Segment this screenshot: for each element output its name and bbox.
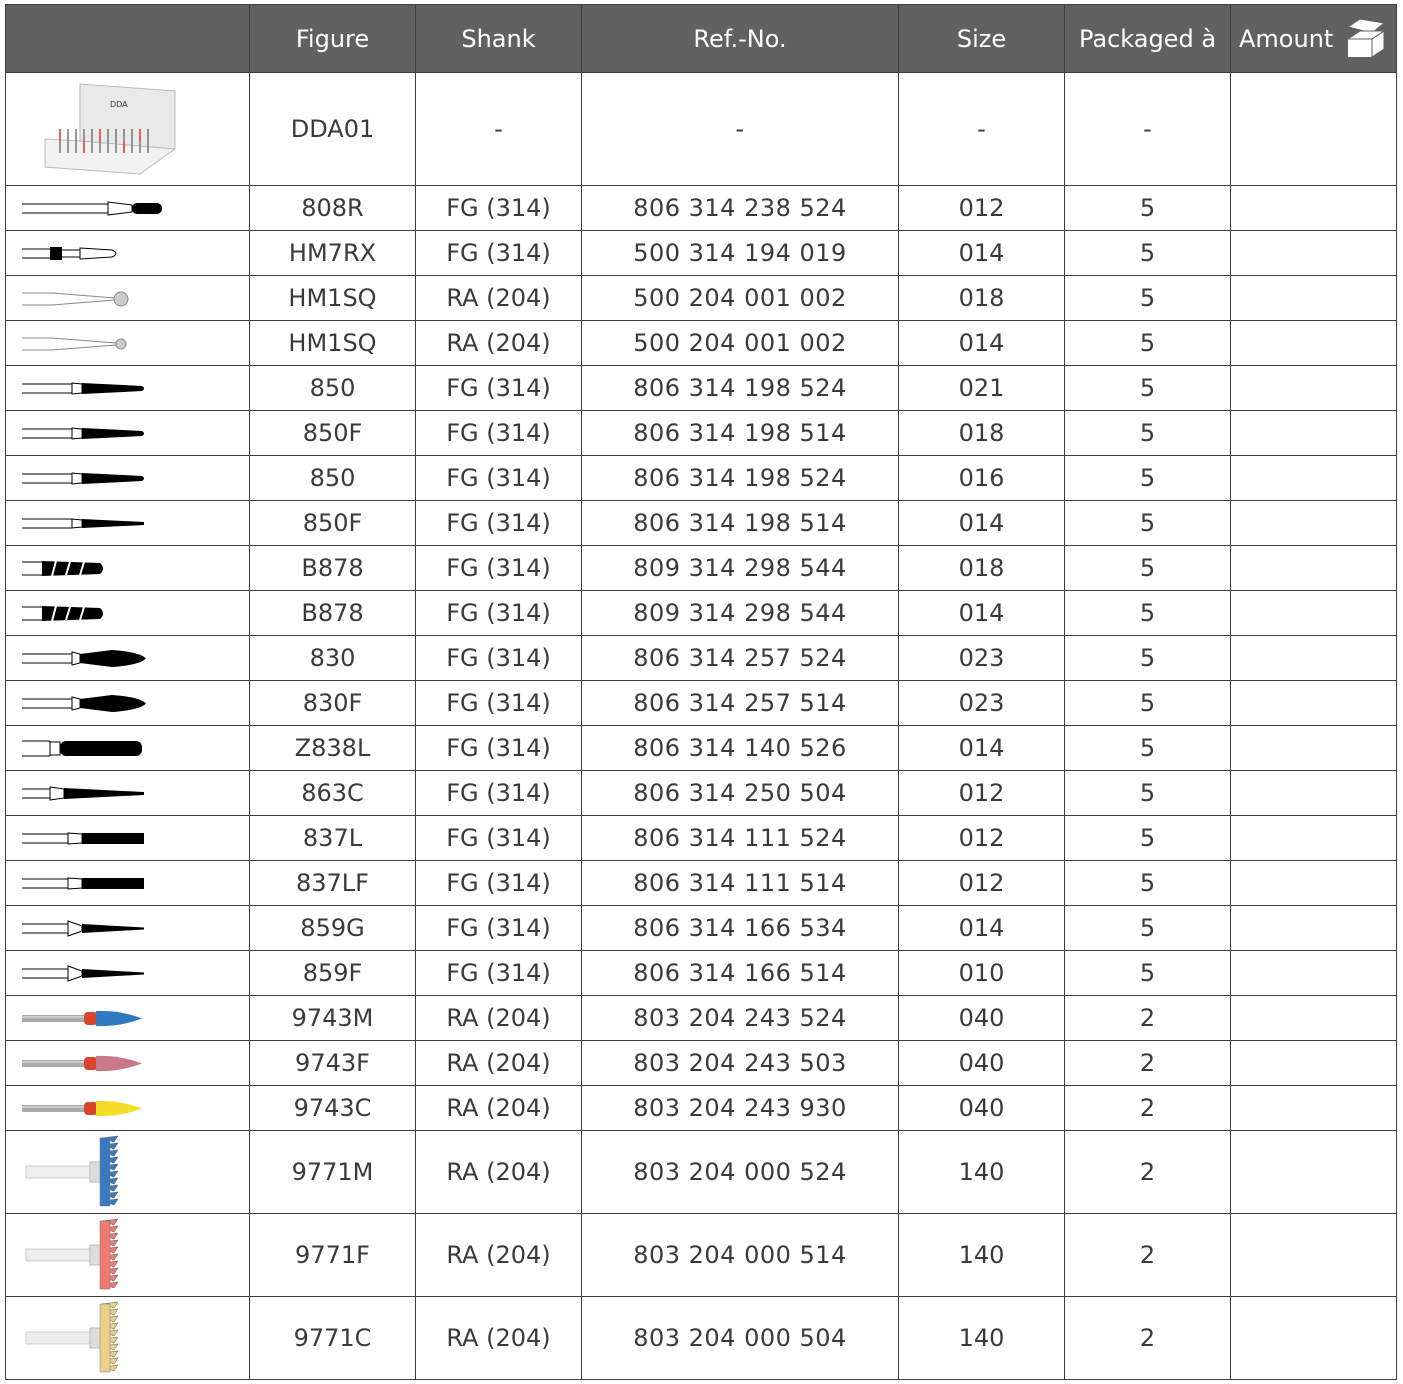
product-image-cell <box>6 726 250 771</box>
size-cell: 014 <box>899 231 1065 276</box>
bur-taper-thin-image <box>20 511 166 536</box>
ref-no-cell: 806 314 111 514 <box>582 861 899 906</box>
bur-taper-image <box>20 421 166 446</box>
shank-cell: RA (204) <box>416 996 582 1041</box>
product-image-cell <box>6 771 250 816</box>
figure-cell: HM1SQ <box>250 321 416 366</box>
size-cell: 016 <box>899 456 1065 501</box>
ref-no-cell: 500 314 194 019 <box>582 231 899 276</box>
shank-cell: FG (314) <box>416 546 582 591</box>
ref-no-cell: 806 314 166 534 <box>582 906 899 951</box>
amount-cell[interactable] <box>1231 276 1397 321</box>
ref-no-cell: 806 314 198 514 <box>582 501 899 546</box>
figure-cell: 9771C <box>250 1297 416 1380</box>
ref-no-cell: 806 314 198 514 <box>582 411 899 456</box>
amount-cell[interactable] <box>1231 73 1397 186</box>
figure-cell: 859F <box>250 951 416 996</box>
ref-no-cell: 500 204 001 002 <box>582 276 899 321</box>
packaged-cell: - <box>1065 73 1231 186</box>
packaged-cell: 5 <box>1065 366 1231 411</box>
table-row <box>6 1041 1397 1086</box>
ref-no-cell: 809 314 298 544 <box>582 591 899 636</box>
size-cell: 014 <box>899 726 1065 771</box>
product-image-cell <box>6 321 250 366</box>
amount-cell[interactable] <box>1231 231 1397 276</box>
bur-flame-image <box>20 691 166 716</box>
ref-no-cell: - <box>582 73 899 186</box>
shank-cell: FG (314) <box>416 636 582 681</box>
packaged-cell: 5 <box>1065 231 1231 276</box>
figure-cell: 830 <box>250 636 416 681</box>
figure-cell: 9771M <box>250 1131 416 1214</box>
size-cell: 014 <box>899 501 1065 546</box>
product-image-cell <box>6 456 250 501</box>
header-amount-label: Amount <box>1239 24 1334 53</box>
packaged-cell: 5 <box>1065 276 1231 321</box>
product-image-cell <box>6 1214 250 1297</box>
product-image-cell <box>6 996 250 1041</box>
ref-no-cell: 806 314 111 524 <box>582 816 899 861</box>
figure-cell: Z838L <box>250 726 416 771</box>
size-cell: 040 <box>899 996 1065 1041</box>
product-image-cell <box>6 186 250 231</box>
size-cell: 021 <box>899 366 1065 411</box>
ref-no-cell: 803 204 243 930 <box>582 1086 899 1131</box>
table-row <box>6 771 1397 816</box>
box-icon <box>1344 17 1386 59</box>
product-image-cell <box>6 861 250 906</box>
figure-cell: 837LF <box>250 861 416 906</box>
ref-no-cell: 803 204 243 524 <box>582 996 899 1041</box>
amount-cell[interactable] <box>1231 1214 1397 1297</box>
amount-cell[interactable] <box>1231 996 1397 1041</box>
figure-cell: 9771F <box>250 1214 416 1297</box>
ref-no-cell: 806 314 166 514 <box>582 951 899 996</box>
table-row <box>6 186 1397 231</box>
product-table <box>5 4 1397 1380</box>
amount-cell[interactable] <box>1231 1297 1397 1380</box>
bur-cylinder-round-image <box>20 736 166 761</box>
table-row <box>6 411 1397 456</box>
bur-long-needle-image <box>20 916 166 941</box>
amount-cell[interactable] <box>1231 411 1397 456</box>
table-row <box>6 591 1397 636</box>
bur-round-end-image <box>20 196 166 221</box>
product-image-cell <box>6 816 250 861</box>
shank-cell: FG (314) <box>416 456 582 501</box>
wheel-blue-image <box>24 1134 144 1210</box>
shank-cell: FG (314) <box>416 726 582 771</box>
bur-needle-image <box>20 781 166 806</box>
amount-cell[interactable] <box>1231 501 1397 546</box>
shank-cell: - <box>416 73 582 186</box>
figure-cell: 850F <box>250 501 416 546</box>
shank-cell: FG (314) <box>416 906 582 951</box>
size-cell: 010 <box>899 951 1065 996</box>
packaged-cell: 5 <box>1065 771 1231 816</box>
figure-cell: 830F <box>250 681 416 726</box>
packaged-cell: 5 <box>1065 321 1231 366</box>
figure-cell: 837L <box>250 816 416 861</box>
packaged-cell: 2 <box>1065 1041 1231 1086</box>
amount-cell[interactable] <box>1231 951 1397 996</box>
packaged-cell: 2 <box>1065 996 1231 1041</box>
header-size: Size <box>899 5 1065 73</box>
bur-ball-small-image <box>20 331 166 356</box>
polisher-pink-image <box>20 1051 166 1076</box>
table-row <box>6 73 1397 186</box>
table-row <box>6 726 1397 771</box>
product-image-cell <box>6 951 250 996</box>
header-image-column <box>6 5 250 73</box>
figure-cell: 850 <box>250 366 416 411</box>
figure-cell: 850 <box>250 456 416 501</box>
shank-cell: RA (204) <box>416 1041 582 1086</box>
shank-cell: RA (204) <box>416 321 582 366</box>
packaged-cell: 5 <box>1065 816 1231 861</box>
ref-no-cell: 806 314 257 514 <box>582 681 899 726</box>
amount-cell[interactable] <box>1231 456 1397 501</box>
ref-no-cell: 803 204 000 514 <box>582 1214 899 1297</box>
ref-no-cell: 803 204 000 504 <box>582 1297 899 1380</box>
size-cell: 012 <box>899 771 1065 816</box>
amount-cell[interactable] <box>1231 546 1397 591</box>
packaged-cell: 5 <box>1065 906 1231 951</box>
size-cell: - <box>899 73 1065 186</box>
figure-cell: 850F <box>250 411 416 456</box>
size-cell: 012 <box>899 186 1065 231</box>
packaged-cell: 5 <box>1065 546 1231 591</box>
amount-cell[interactable] <box>1231 1086 1397 1131</box>
figure-cell: HM7RX <box>250 231 416 276</box>
table-row <box>6 276 1397 321</box>
amount-cell[interactable] <box>1231 771 1397 816</box>
table-row <box>6 501 1397 546</box>
table-row <box>6 1297 1397 1380</box>
product-image-cell <box>6 73 250 186</box>
packaged-cell: 5 <box>1065 186 1231 231</box>
shank-cell: FG (314) <box>416 231 582 276</box>
shank-cell: RA (204) <box>416 1214 582 1297</box>
table-row <box>6 681 1397 726</box>
packaged-cell: 5 <box>1065 636 1231 681</box>
shank-cell: RA (204) <box>416 1297 582 1380</box>
table-row <box>6 546 1397 591</box>
packaged-cell: 2 <box>1065 1086 1231 1131</box>
product-image-cell <box>6 1086 250 1131</box>
product-image-cell <box>6 276 250 321</box>
shank-cell: RA (204) <box>416 276 582 321</box>
shank-cell: FG (314) <box>416 186 582 231</box>
size-cell: 018 <box>899 276 1065 321</box>
ref-no-cell: 806 314 250 504 <box>582 771 899 816</box>
ref-no-cell: 806 314 238 524 <box>582 186 899 231</box>
packaged-cell: 2 <box>1065 1131 1231 1214</box>
amount-cell[interactable] <box>1231 861 1397 906</box>
product-image-cell <box>6 906 250 951</box>
size-cell: 023 <box>899 636 1065 681</box>
size-cell: 018 <box>899 546 1065 591</box>
packaged-cell: 2 <box>1065 1297 1231 1380</box>
figure-cell: 863C <box>250 771 416 816</box>
bur-long-needle-image <box>20 961 166 986</box>
shank-cell: FG (314) <box>416 861 582 906</box>
product-image-cell <box>6 411 250 456</box>
table-row <box>6 1086 1397 1131</box>
ref-no-cell: 806 314 198 524 <box>582 366 899 411</box>
amount-cell[interactable] <box>1231 906 1397 951</box>
figure-cell: 9743F <box>250 1041 416 1086</box>
amount-cell[interactable] <box>1231 681 1397 726</box>
shank-cell: FG (314) <box>416 951 582 996</box>
bur-cylinder-image <box>20 871 166 896</box>
bur-cylinder-image <box>20 826 166 851</box>
size-cell: 140 <box>899 1131 1065 1214</box>
table-row <box>6 996 1397 1041</box>
header-figure: Figure <box>250 5 416 73</box>
size-cell: 012 <box>899 861 1065 906</box>
packaged-cell: 5 <box>1065 591 1231 636</box>
product-image-cell <box>6 1131 250 1214</box>
amount-cell[interactable] <box>1231 321 1397 366</box>
table-row <box>6 1214 1397 1297</box>
table-body <box>6 73 1397 1380</box>
wheel-yellow-image <box>24 1300 144 1376</box>
product-image-cell <box>6 591 250 636</box>
product-image-cell <box>6 636 250 681</box>
size-cell: 014 <box>899 906 1065 951</box>
header-amount <box>1231 5 1397 73</box>
ref-no-cell: 806 314 257 524 <box>582 636 899 681</box>
shank-cell: FG (314) <box>416 366 582 411</box>
amount-cell[interactable] <box>1231 726 1397 771</box>
bur-striped-image <box>20 556 166 581</box>
shank-cell: FG (314) <box>416 681 582 726</box>
header-packaged: Packaged à <box>1065 5 1231 73</box>
shank-cell: FG (314) <box>416 501 582 546</box>
product-image-cell <box>6 1041 250 1086</box>
size-cell: 023 <box>899 681 1065 726</box>
product-image-cell <box>6 231 250 276</box>
amount-cell[interactable] <box>1231 186 1397 231</box>
bur-flame-image <box>20 646 166 671</box>
amount-cell[interactable] <box>1231 636 1397 681</box>
product-image-cell <box>6 501 250 546</box>
packaged-cell: 5 <box>1065 726 1231 771</box>
bur-ball-large-image <box>20 286 166 311</box>
packaged-cell: 5 <box>1065 456 1231 501</box>
size-cell: 140 <box>899 1297 1065 1380</box>
header-ref-no: Ref.-No. <box>582 5 899 73</box>
table-row <box>6 1131 1397 1214</box>
size-cell: 140 <box>899 1214 1065 1297</box>
size-cell: 012 <box>899 816 1065 861</box>
wheel-pink-image <box>24 1217 144 1293</box>
figure-cell: 9743C <box>250 1086 416 1131</box>
amount-cell[interactable] <box>1231 1041 1397 1086</box>
bur-taper-image <box>20 466 166 491</box>
table-row <box>6 861 1397 906</box>
shank-cell: FG (314) <box>416 591 582 636</box>
table-row <box>6 816 1397 861</box>
svg-text:DDA: DDA <box>110 100 128 109</box>
polisher-blue-image <box>20 1006 166 1031</box>
ref-no-cell: 806 314 140 526 <box>582 726 899 771</box>
size-cell: 018 <box>899 411 1065 456</box>
kit-box-image <box>40 79 180 179</box>
table-row <box>6 321 1397 366</box>
table-row <box>6 231 1397 276</box>
bur-short-pear-image <box>20 241 166 266</box>
product-image-cell <box>6 681 250 726</box>
packaged-cell: 5 <box>1065 501 1231 546</box>
ref-no-cell: 803 204 243 503 <box>582 1041 899 1086</box>
size-cell: 014 <box>899 321 1065 366</box>
size-cell: 040 <box>899 1086 1065 1131</box>
shank-cell: FG (314) <box>416 816 582 861</box>
amount-cell[interactable] <box>1231 816 1397 861</box>
product-image-cell <box>6 366 250 411</box>
ref-no-cell: 809 314 298 544 <box>582 546 899 591</box>
polisher-yellow-image <box>20 1096 166 1121</box>
product-image-cell <box>6 546 250 591</box>
table-row <box>6 636 1397 681</box>
figure-cell: 859G <box>250 906 416 951</box>
shank-cell: RA (204) <box>416 1131 582 1214</box>
size-cell: 040 <box>899 1041 1065 1086</box>
product-image-cell <box>6 1297 250 1380</box>
packaged-cell: 5 <box>1065 861 1231 906</box>
amount-cell[interactable] <box>1231 366 1397 411</box>
amount-cell[interactable] <box>1231 1131 1397 1214</box>
figure-cell: DDA01 <box>250 73 416 186</box>
bur-striped-image <box>20 601 166 626</box>
table-header <box>6 5 1397 73</box>
amount-cell[interactable] <box>1231 591 1397 636</box>
table-row <box>6 951 1397 996</box>
figure-cell: 9743M <box>250 996 416 1041</box>
bur-taper-image <box>20 376 166 401</box>
shank-cell: RA (204) <box>416 1086 582 1131</box>
figure-cell: B878 <box>250 546 416 591</box>
table-row <box>6 906 1397 951</box>
shank-cell: FG (314) <box>416 411 582 456</box>
table-row <box>6 456 1397 501</box>
size-cell: 014 <box>899 591 1065 636</box>
ref-no-cell: 500 204 001 002 <box>582 321 899 366</box>
shank-cell: FG (314) <box>416 771 582 816</box>
packaged-cell: 5 <box>1065 681 1231 726</box>
table-row <box>6 366 1397 411</box>
packaged-cell: 2 <box>1065 1214 1231 1297</box>
ref-no-cell: 806 314 198 524 <box>582 456 899 501</box>
figure-cell: HM1SQ <box>250 276 416 321</box>
figure-cell: B878 <box>250 591 416 636</box>
header-shank: Shank <box>416 5 582 73</box>
packaged-cell: 5 <box>1065 951 1231 996</box>
figure-cell: 808R <box>250 186 416 231</box>
ref-no-cell: 803 204 000 524 <box>582 1131 899 1214</box>
packaged-cell: 5 <box>1065 411 1231 456</box>
